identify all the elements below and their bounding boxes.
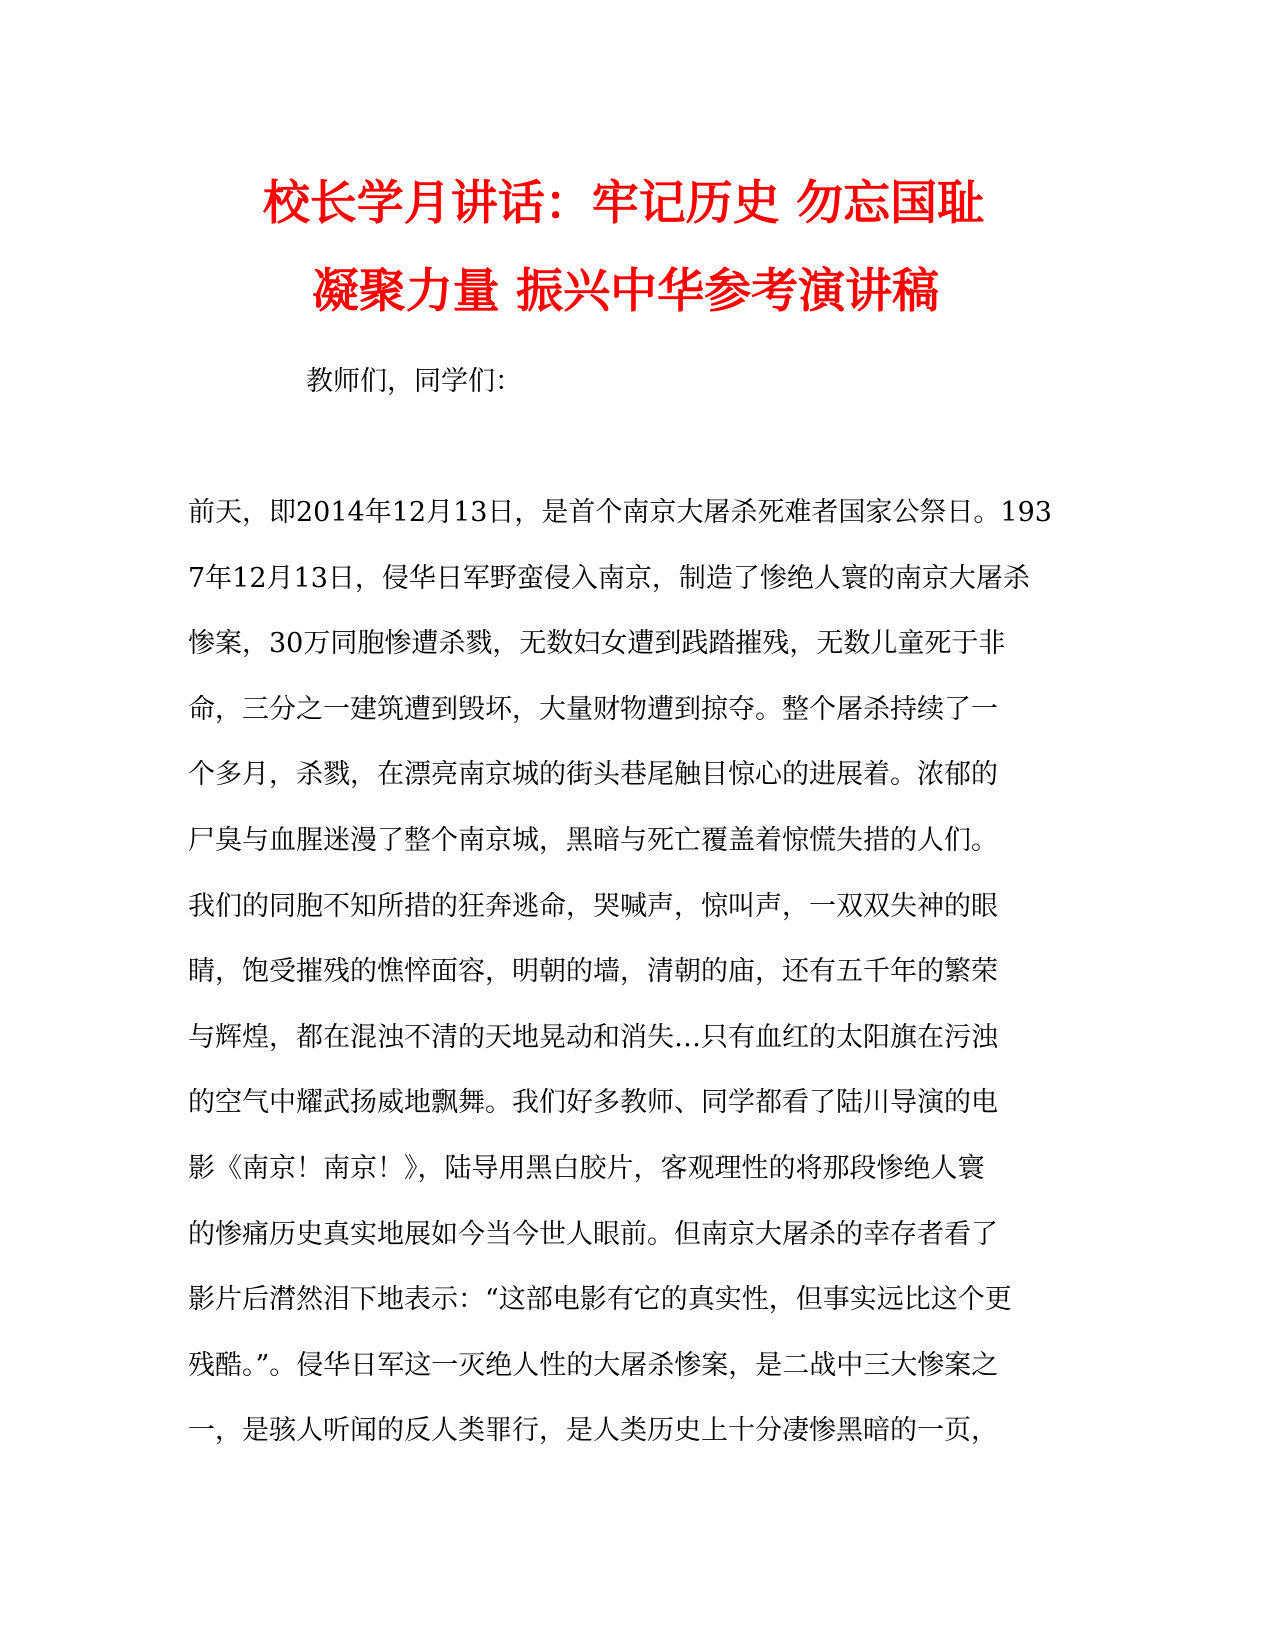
title-line-1: 校长学月讲话：牢记历史 勿忘国耻 (262, 176, 985, 231)
body-line: 一，是骇人听闻的反人类罪行，是人类历史上十分凄惨黑暗的一页， (188, 1415, 998, 1447)
body-line: 影片后潸然泪下地表示：“这部电影有它的真实性，但事实远比这个更 (188, 1284, 1012, 1316)
body-line: 我们的同胞不知所措的狂奔逃命，哭喊声，惊叫声，一双双失神的眼 (188, 890, 998, 922)
salutation: 教师们，同学们： (306, 366, 522, 397)
body-text (188, 480, 1088, 1464)
body-line: 与辉煌，都在混浊不清的天地晃动和消失…只有血红的太阳旗在污浊 (188, 1021, 998, 1053)
body-line: 个多月，杀戮，在漂亮南京城的街头巷尾触目惊心的进展着。浓郁的 (188, 759, 998, 791)
body-line: 影《南京！南京！》，陆导用黑白胶片，客观理性的将那段惨绝人寰 (188, 1152, 985, 1184)
body-line: 命，三分之一建筑遭到毁坏，大量财物遭到掠夺。整个屠杀持续了一 (188, 693, 998, 725)
title-line-2: 凝聚力量 振兴中华参考演讲稿 (311, 264, 940, 319)
body-line: 残酷。”。侵华日军这一灭绝人性的大屠杀惨案，是二战中三大惨案之 (188, 1349, 999, 1381)
body-line: 惨案，30万同胞惨遭杀戮，无数妇女遭到践踏摧残，无数儿童死于非 (188, 628, 1006, 660)
body-line: 7年12月13日，侵华日军野蛮侵入南京，制造了惨绝人寰的南京大屠杀 (188, 562, 1030, 594)
body-line: 的惨痛历史真实地展如今当今世人眼前。但南京大屠杀的幸存者看了 (188, 1218, 998, 1250)
body-line: 睛，饱受摧残的憔悴面容，明朝的墙，清朝的庙，还有五千年的繁荣 (188, 956, 998, 988)
body-line: 的空气中耀武扬威地飘舞。我们好多教师、同学都看了陆川导演的电 (188, 1087, 998, 1119)
body-line: 前天，即2014年12月13日，是首个南京大屠杀死难者国家公祭日。193 (188, 497, 1052, 528)
body-line: 尸臭与血腥迷漫了整个南京城，黑暗与死亡覆盖着惊慌失措的人们。 (188, 824, 998, 856)
